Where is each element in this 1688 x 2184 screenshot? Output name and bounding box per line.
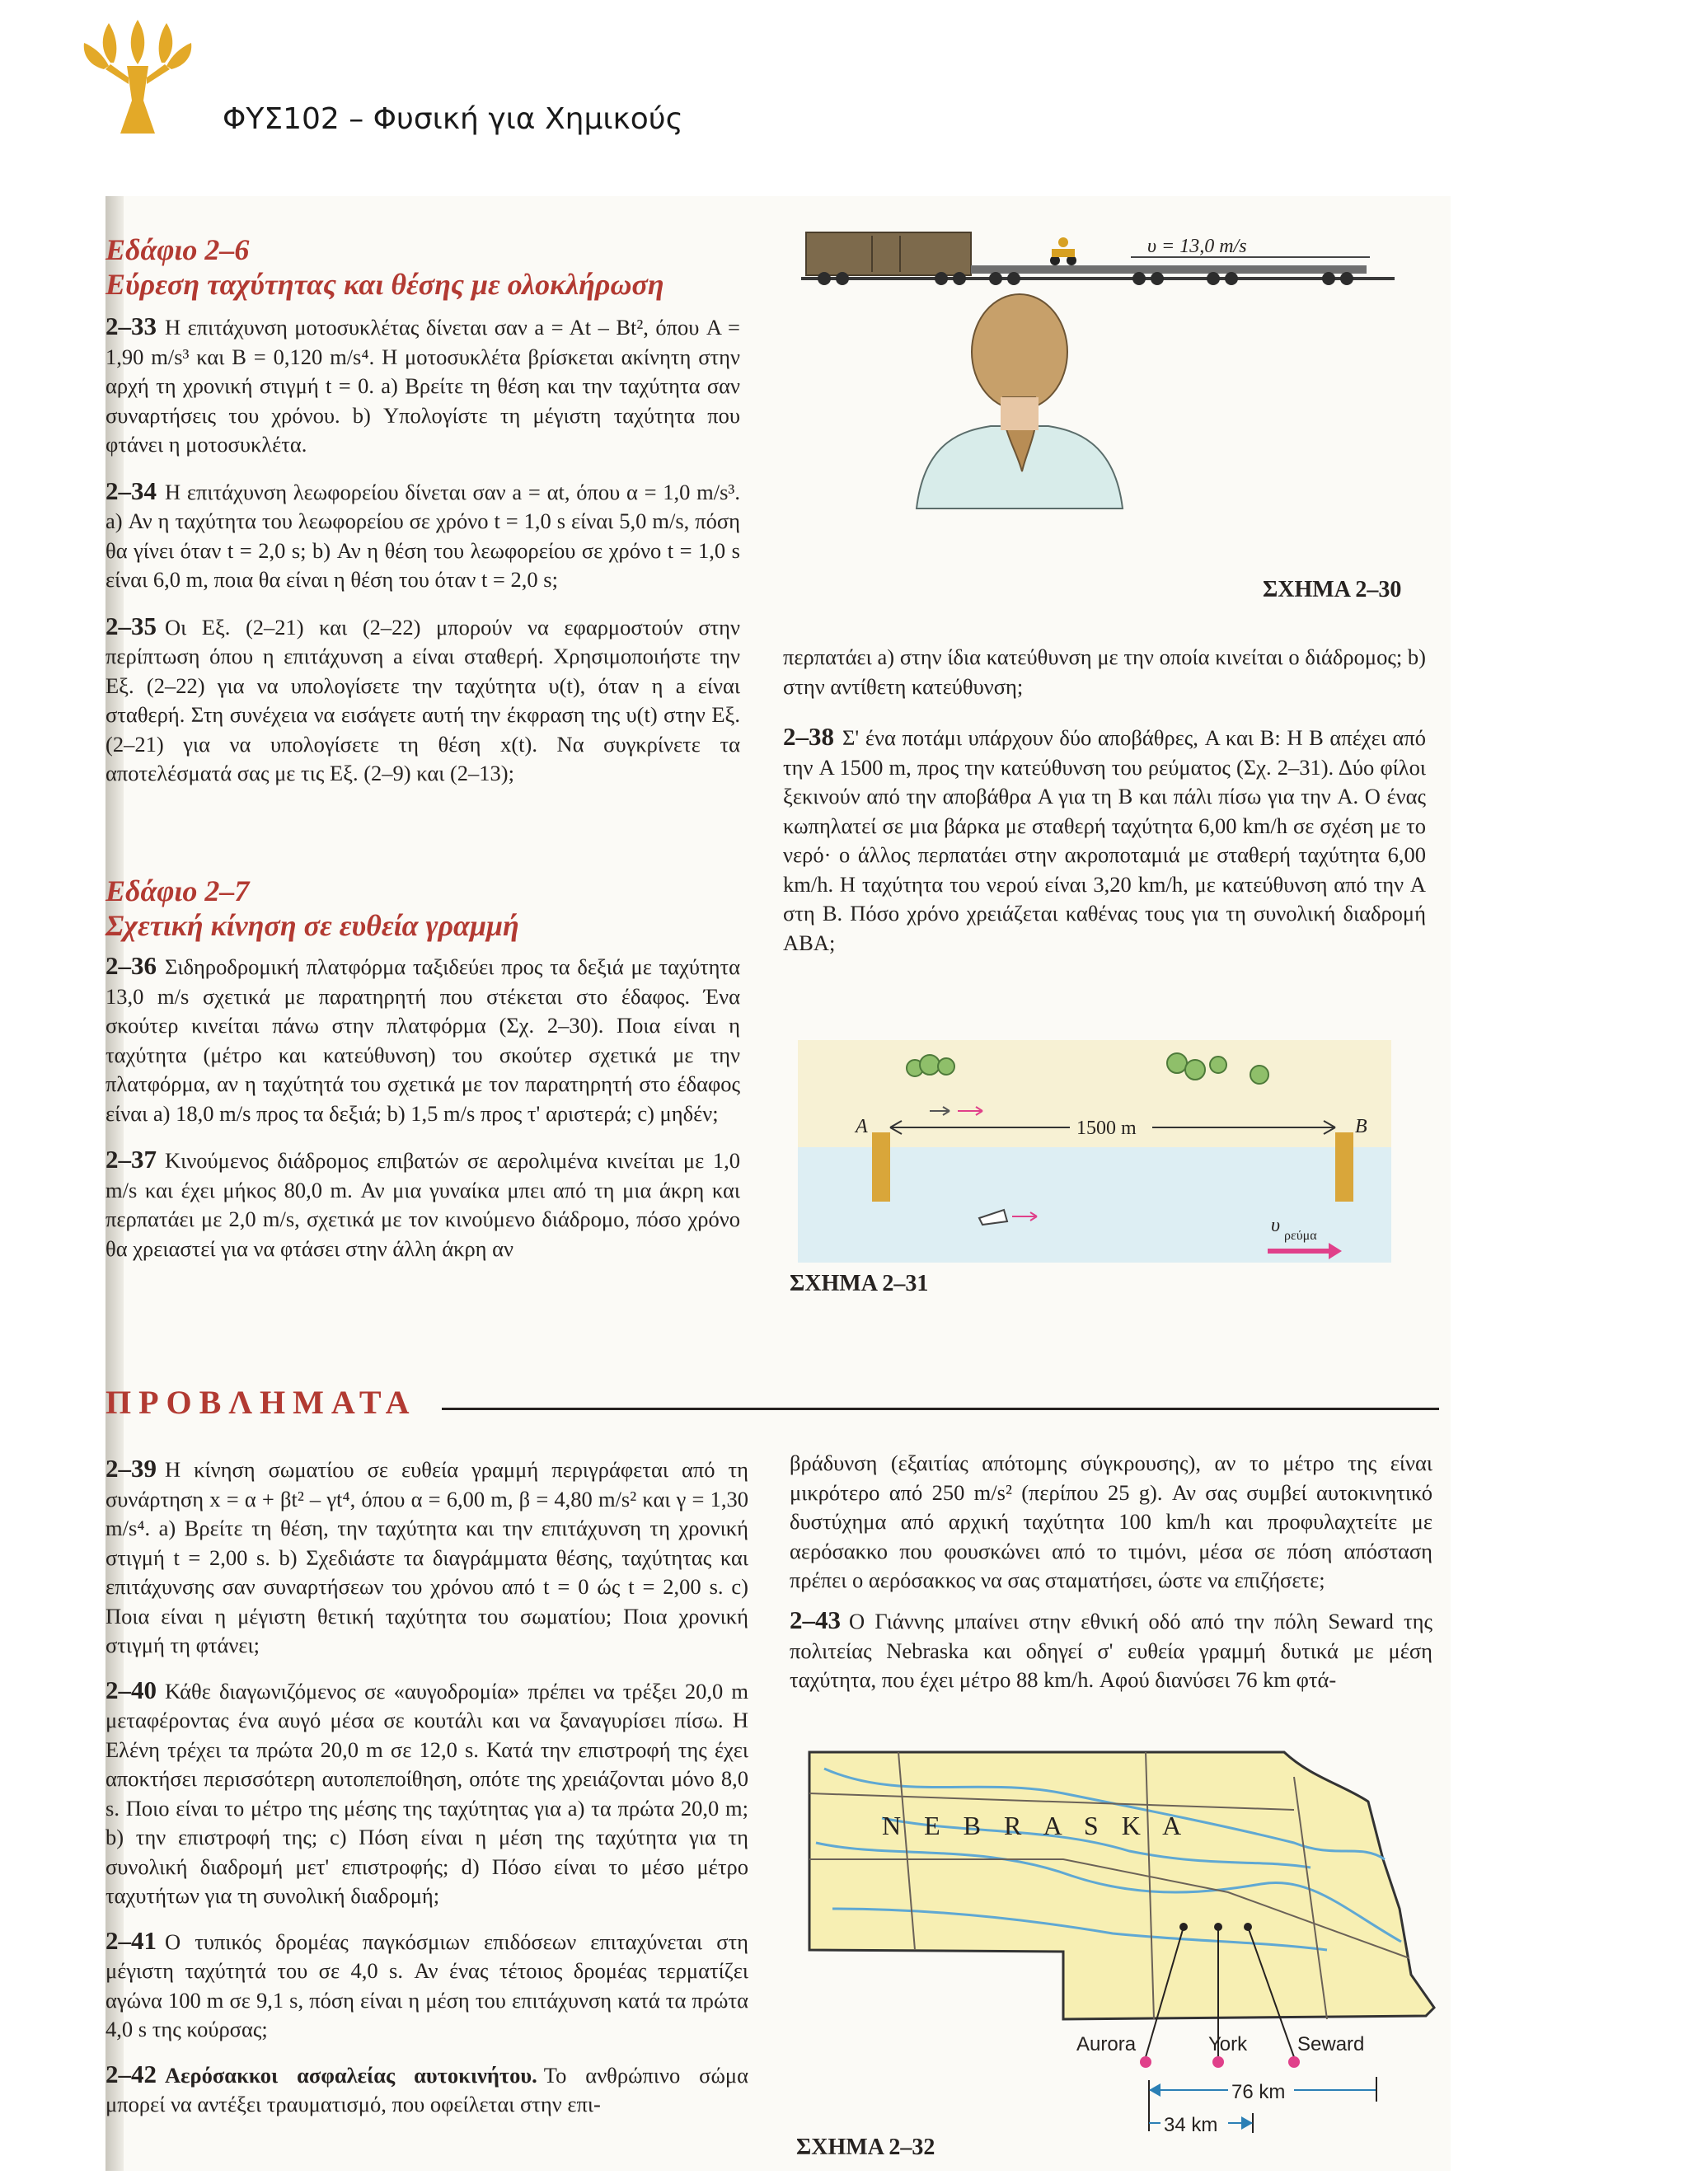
problem-number: 2–33 xyxy=(106,312,157,340)
problems-2-39-to-2-42 xyxy=(106,1454,748,2120)
current-subscript: ρεύμα xyxy=(1284,1229,1317,1243)
problem-text: Ο Γιάννης μπαίνει στην εθνική οδό από την πόλη Seward της πολιτείας Nebraska και οδηγεί σ' ευθεία γραμμή δυτικά με μέση ταχύτητα, που έχει μέτρο 88 km/h. Αφού διανύσει 76 km φτά- xyxy=(790,1609,1432,1692)
label-a: A xyxy=(856,1116,868,1137)
problem-text: Σ' ένα ποτάμι υπάρχουν δύο αποβάθρες, A και B: Η B απέχει από την A 1500 m, προς την κατεύθυνση του ρεύματος (Σχ. 2–31). Δύο φίλοι ξεκινούν από την αποβάθρα A για τη B και πάλι πίσω για την A. Ο ένας κωπηλατεί σε μια βάρκα με σταθερή ταχύτητα 6,00 km/h σε σχέση με το νερό· ο άλλος περπατάει στην ακροποταμιά με σταθερή ταχύτητα 6,00 km/h. Η ταχύτητα του νερού είναι 3,20 km/h, με κατεύθυνση από την A στη B. Πόσο χρόνο χρειάζεται καθένας τους για τη συνολική διαδρομή ABA; xyxy=(783,725,1426,955)
dock-a xyxy=(872,1132,890,1202)
distance-34: 34 km xyxy=(1164,2114,1218,2136)
distance-76: 76 km xyxy=(1231,2081,1286,2103)
problem-number: 2–38 xyxy=(783,722,834,751)
current-label: υ xyxy=(1271,1215,1281,1236)
section-2-6 xyxy=(106,232,748,302)
figure-2-30-caption: ΣΧΗΜΑ 2–30 xyxy=(1263,577,1402,602)
problem-2-41 xyxy=(106,1926,748,2045)
problem-2-40 xyxy=(106,1675,748,1911)
nebraska-map xyxy=(809,1752,1434,2019)
problem-number: 2–41 xyxy=(106,1925,157,1955)
problem-text: Η επιτάχυνση μοτοσυκλέτας δίνεται σαν a = At – Bt², όπου A = 1,90 m/s³ και B = 0,120 m/s⁴. Η μοτοσυκλέτα βρίσκεται ακίνητη στην αρχή τη χρονική στιγμή t = 0. a) Βρείτε τη θέση και την ταχύτητα σαν συναρτήσεις του χρόνου. b) Υπολογίστε τη μέγιστη ταχύτητα που φτάνει η μοτοσυκλέτα. xyxy=(106,315,740,457)
section-title: Εδάφιο 2–6 xyxy=(106,233,250,266)
problem-text: Η κίνηση σωματίου σε ευθεία γραμμή περιγράφεται από τη συνάρτηση x = α + βt² – γt⁴, όπου α = 6,00 m, β = 4,80 m/s² και γ = 1,30 m/s⁴. a) Βρείτε τη θέση, την ταχύτητα και την επιτάχυνση τη χρονική στιγμή t = 2,00 s. b) Σχεδιάστε τα διαγράμματα θέσης, ταχύτητας και επιτάχυνσης σαν συναρτήσεων του χρόνου από t = 0 ώς t = 2,00 s. c) Ποια είναι η μέγιστη θετική ταχύτητα του σωματίου; Ποια χρονική στιγμή τη φτάνει; xyxy=(106,1457,748,1657)
problems-heading: ΠΡΟΒΛΗΜΑΤΑ xyxy=(106,1384,417,1421)
figure-2-32 xyxy=(799,1744,1451,2172)
problem-2-36 xyxy=(106,951,740,1128)
problems-2-36-2-37 xyxy=(106,951,740,1263)
problem-text: Κάθε διαγωνιζόμενος σε «αυγοδρομία» πρέπει να τρέξει 20,0 m μεταφέροντας ένα αυγό μέσα σε κουτάλι και να ξαναγυρίσει πίσω. Η Ελένη τρέχει τα πρώτα 20,0 m σε 12,0 s. Κατά την επιστροφή της έχει αποκτήσει περισσότερη αυτοπεποίθηση, οπότε της χρειάζονται μόνο 8,0 s. Ποιο είναι το μέτρο της μέσης της ταχύτητας για a) τα πρώτα 20,0 m; b) την επιστροφή της; c) Πόση είναι η μέση της ταχύτητα για τη συνολική διαδρομή μετ' επιστροφής; d) Πόσο είναι το μέσο μέτρο ταχυτήτων για τη συνολική διαδρομή; xyxy=(106,1678,748,1908)
problem-2-42-continuation: βράδυνση (εξαιτίας απότομης σύγκρουσης), αν το μέτρο της είναι μικρότερο από 250 m/s² (περίπου 25 g). Αν σας συμβεί αυτοκινητικό δυστύχημα από αρχική ταχύτητα 100 km/h και προφυλαχτείτε με αερόσακκο που φουσκώνει από το τιμόνι, μέσα σε πόση απόσταση πρέπει ο αερόσακκος να σας σταματήσει, ώστε να επιζήσετε; xyxy=(790,1451,1432,1592)
problem-2-37-continuation: περπατάει a) στην ίδια κατεύθυνση με την οποία κινείται ο διάδρομος; b) στην αντίθετη κατεύθυνση; xyxy=(783,644,1426,699)
problem-2-37 xyxy=(106,1145,740,1263)
problem-text: Οι Εξ. (2–21) και (2–22) μπορούν να εφαρμοστούν στην περίπτωση όπου η επιτάχυνση a είναι σταθερή. Χρησιμοποιήστε την Εξ. (2–22) για να υπολογίσετε την ταχύτητα υ(t), όταν η a είναι σταθερή. Στη συνέχεια να εισάγετε αυτή την έκφραση της υ(t) στην Εξ. (2–21) για να υπολογίσετε τη θέση x(t). Να συγκρίνετε τα αποτελέσματά σας με τις Εξ. (2–9) και (2–13); xyxy=(106,614,740,785)
problem-number: 2–39 xyxy=(106,1454,157,1483)
dock-b xyxy=(1335,1132,1353,1202)
problem-number: 2–37 xyxy=(106,1145,157,1174)
problem-number: 2–40 xyxy=(106,1675,157,1704)
boxcar xyxy=(806,232,971,275)
problem-number: 2–43 xyxy=(790,1605,841,1634)
problem-number: 2–35 xyxy=(106,611,157,640)
figure-2-30 xyxy=(801,224,1395,570)
section-title: Εδάφιο 2–7 xyxy=(106,874,250,907)
distance-label: 1500 m xyxy=(1076,1118,1137,1139)
problem-text: Κινούμενος διάδρομος επιβατών σε αερολιμένα κινείται με 1,0 m/s και έχει μήκος 80,0 m. Αν μια γυναίκα μπει από τη μια άκρη και περπατάει με 2,0 m/s, σχετικά με τον κινούμενο διάδρομο, πόσο χρόνο θα χρειαστεί για να φτάσει στην άλλη άκρη αν xyxy=(106,1148,740,1261)
section-2-7 xyxy=(106,874,748,943)
figure-2-32-caption: ΣΧΗΜΑ 2–32 xyxy=(796,2135,935,2160)
problem-2-39 xyxy=(106,1454,748,1661)
university-logo xyxy=(76,18,199,134)
problem-2-35 xyxy=(106,612,740,789)
problem-2-38 xyxy=(783,722,1426,958)
problem-text: Η επιτάχυνση λεωφορείου δίνεται σαν a = αt, όπου α = 1,0 m/s³. a) Αν η ταχύτητα του λεωφορείου σε χρόνο t = 1,0 s είναι 5,0 m/s, πόση θα γίνει όταν t = 2,0 s; b) Αν η θέση του λεωφορείου σε χρόνο t = 1,0 s είναι 6,0 m, ποια θα είναι η θέση του όταν t = 2,0 s; xyxy=(106,479,740,592)
problem-2-42 xyxy=(106,2060,748,2120)
course-title: ΦΥΣ102 – Φυσική για Χημικούς xyxy=(223,102,683,136)
city-seward: Seward xyxy=(1297,2033,1365,2055)
heading-rule xyxy=(442,1408,1439,1410)
problem-text: Σιδηροδρομική πλατφόρμα ταξιδεύει προς τα δεξιά με ταχύτητα 13,0 m/s σχετικά με παρατηρητή που στέκεται στο έδαφος. Ένα σκούτερ κινείται πάνω στην πλατφόρμα (Σχ. 2–30). Ποια είναι η ταχύτητα (μέτρο και κατεύθυνση) του σκούτερ σχετικά με την πλατφόρμα, αν η ταχύτητά του σχετικά με τον παρατηρητή στο έδαφος είναι a) 18,0 m/s προς τα δεξιά; b) 1,5 m/s προς τ' αριστερά; c) μηδέν; xyxy=(106,954,740,1126)
velocity-label: υ = 13,0 m/s xyxy=(1147,236,1247,257)
city-aurora: Aurora xyxy=(1076,2033,1137,2055)
problems-2-33-to-2-35 xyxy=(106,312,740,789)
problem-number: 2–42 xyxy=(106,2059,157,2088)
scooter xyxy=(1050,237,1076,265)
figure-2-31-caption: ΣΧΗΜΑ 2–31 xyxy=(790,1271,929,1296)
section-subtitle: Εύρεση ταχύτητας και θέσης με ολοκλήρωση xyxy=(106,268,664,301)
problem-2-33 xyxy=(106,312,740,460)
problem-text: Το ανθρώπινο σώμα μπορεί να αντέξει τραυματισμό, που οφείλεται στην επι- xyxy=(106,2062,749,2116)
problem-text: Ο τυπικός δρομέας παγκόσμιων επιδόσεων επιταχύνεται στη μέγιστη ταχύτητά του σε 4,0 s. Αν ένας τέτοιος δρομέας τερματίζει αγώνα 100 m σε 9,1 s, πόση είναι η μέση του επιτάχυνση κατά τα πρώτα 4,0 s της κούρσας; xyxy=(106,1929,748,2041)
problem-2-34 xyxy=(106,476,740,595)
problem-number: 2–36 xyxy=(106,951,157,980)
flatcar xyxy=(971,265,1367,274)
city-york: York xyxy=(1208,2033,1248,2055)
state-label: N E B R A S K A xyxy=(882,1811,1190,1840)
section-subtitle: Σχετική κίνηση σε ευθεία γραμμή xyxy=(106,909,519,942)
problem-2-43 xyxy=(790,1605,1432,1695)
figure-2-31 xyxy=(798,1040,1391,1263)
observer-woman xyxy=(917,294,1123,509)
label-b: B xyxy=(1355,1116,1367,1137)
problem-number: 2–34 xyxy=(106,476,157,505)
problem-bold-title: Αερόσακκοι ασφαλείας αυτοκινήτου. xyxy=(165,2062,537,2088)
